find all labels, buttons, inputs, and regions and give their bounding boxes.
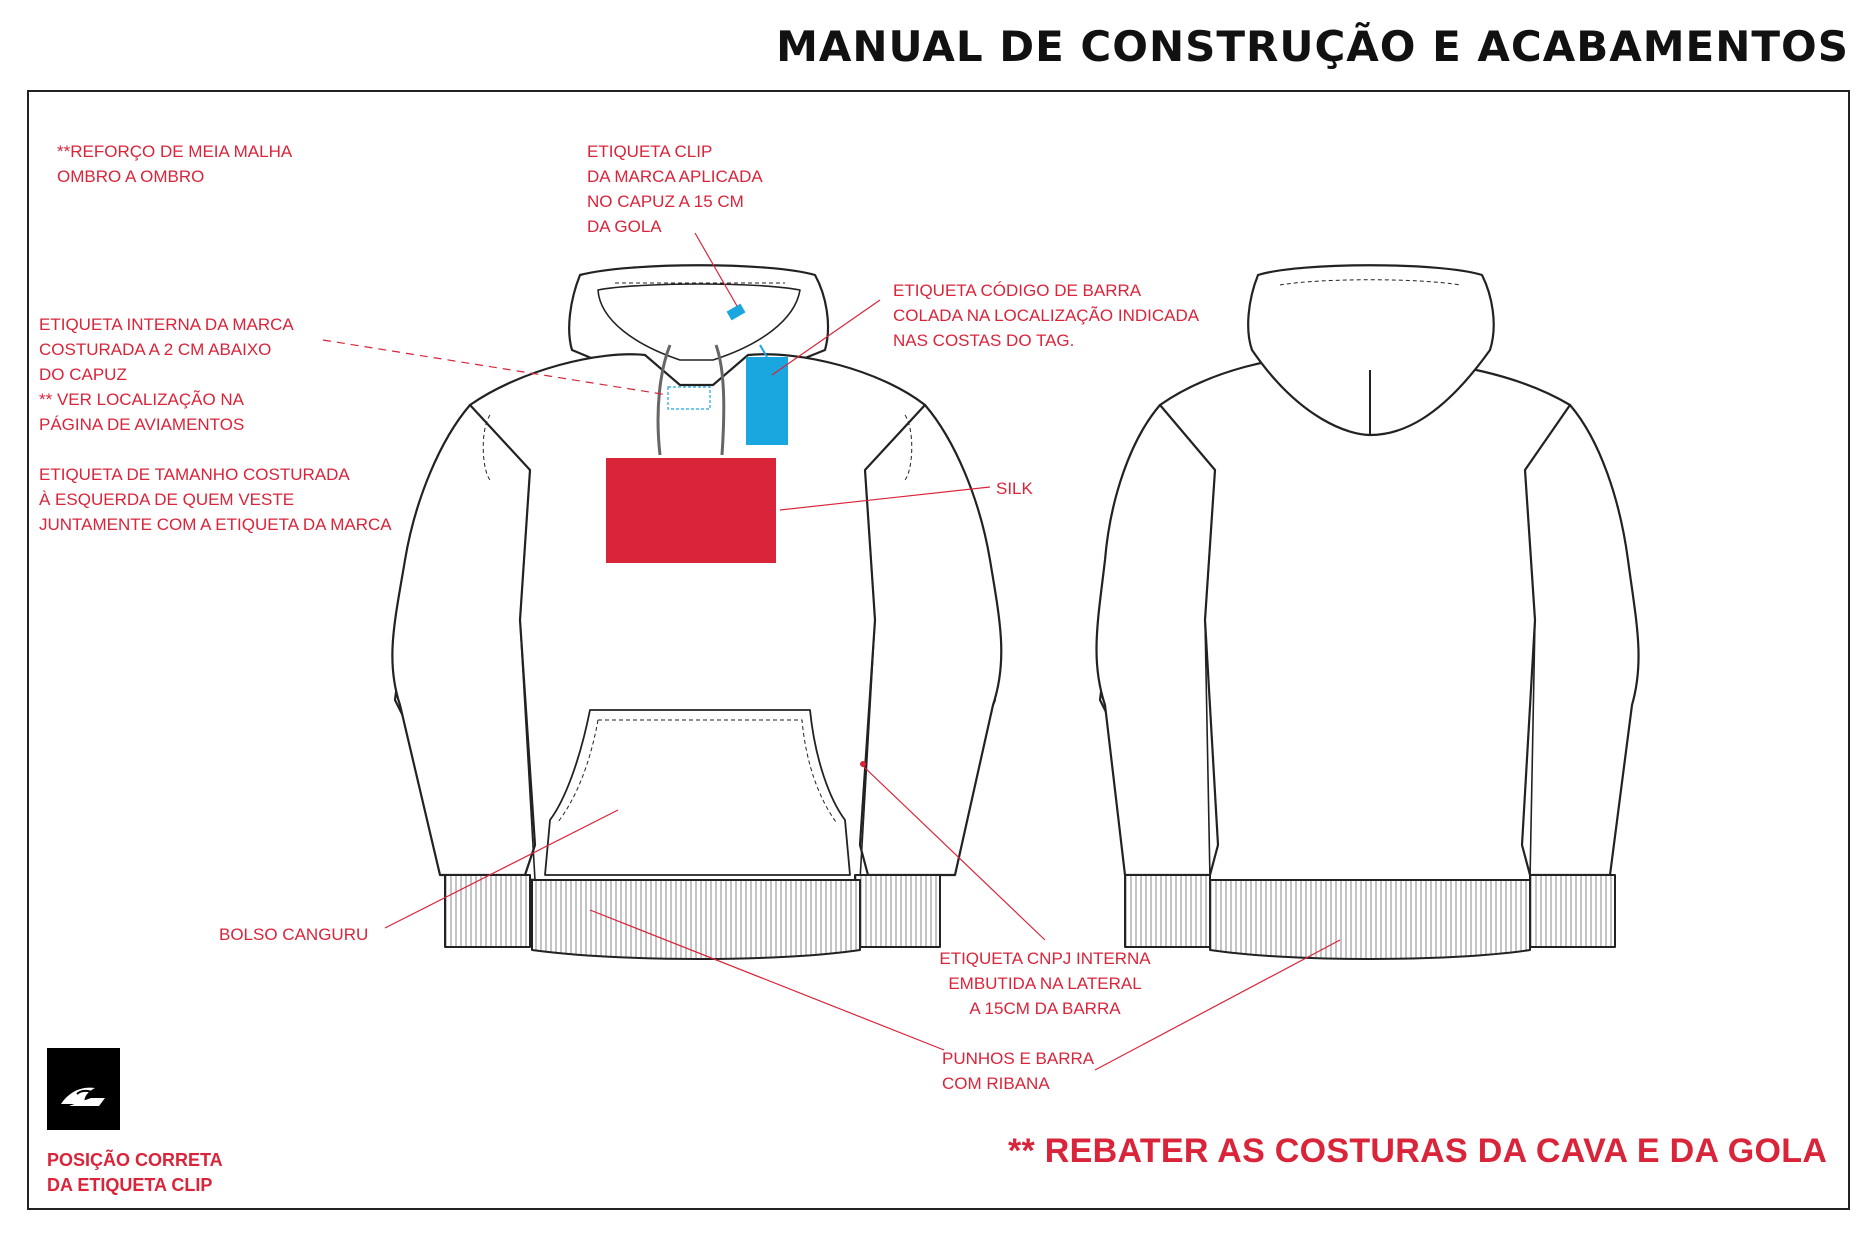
- back-right-cuff: [1530, 875, 1615, 947]
- note-line: ETIQUETA INTERNA DA MARCA: [39, 315, 294, 334]
- note-cnpj: [925, 946, 1165, 1021]
- note-line: ETIQUETA CLIP: [587, 142, 713, 161]
- note-line: COLADA NA LOCALIZAÇÃO INDICADA: [893, 306, 1200, 325]
- note-line: ETIQUETA CNPJ INTERNA: [939, 949, 1151, 968]
- note-line: COSTURADA A 2 CM ABAIXO: [39, 340, 272, 359]
- front-left-sleeve: [392, 405, 535, 875]
- back-right-sleeve: [1522, 405, 1639, 875]
- note-line: DA GOLA: [587, 217, 662, 236]
- back-view: [1096, 265, 1638, 959]
- caption-line: DA ETIQUETA CLIP: [47, 1175, 213, 1195]
- note-line: OMBRO A OMBRO: [57, 167, 205, 186]
- note-line: DA MARCA APLICADA: [587, 167, 763, 186]
- note-line: ETIQUETA CÓDIGO DE BARRA: [893, 281, 1142, 300]
- note-punhos: [942, 1046, 1094, 1096]
- note-line: NAS COSTAS DO TAG.: [893, 331, 1075, 350]
- front-hem-band: [532, 880, 860, 959]
- note-etiqueta-codigo: [893, 278, 1199, 353]
- note-bolso-canguru: BOLSO CANGURU: [219, 925, 369, 944]
- note-line: **REFORÇO DE MEIA MALHA: [57, 142, 293, 161]
- front-view: [392, 265, 1001, 959]
- note-line: A 15CM DA BARRA: [969, 999, 1121, 1018]
- note-etiqueta-clip: [587, 139, 763, 239]
- note-line: ** VER LOCALIZAÇÃO NA: [39, 390, 245, 409]
- back-hem-band: [1210, 880, 1530, 959]
- front-right-cuff: [855, 875, 940, 947]
- back-left-sleeve: [1096, 405, 1218, 875]
- note-line: PUNHOS E BARRA: [942, 1049, 1095, 1068]
- note-line: JUNTAMENTE COM A ETIQUETA DA MARCA: [39, 515, 392, 534]
- kangaroo-pocket: [545, 710, 850, 875]
- note-line: COM RIBANA: [942, 1074, 1050, 1093]
- barcode-hang-tag: [746, 357, 788, 445]
- front-right-sleeve: [860, 405, 1001, 875]
- rebater-note: ** REBATER AS COSTURAS DA CAVA E DA GOLA: [1008, 1132, 1828, 1170]
- note-line: EMBUTIDA NA LATERAL: [948, 974, 1142, 993]
- note-line: NO CAPUZ A 15 CM: [587, 192, 744, 211]
- page-title: MANUAL DE CONSTRUÇÃO E ACABAMENTOS: [776, 22, 1849, 71]
- clip-position-caption: [47, 1148, 223, 1198]
- note-line: À ESQUERDA DE QUEM VESTE: [39, 490, 295, 509]
- caption-line: POSIÇÃO CORRETA: [47, 1150, 223, 1170]
- note-line: DO CAPUZ: [39, 365, 127, 384]
- note-etiqueta-tamanho: [39, 462, 392, 537]
- wave-mountain-logo-icon: [47, 1048, 120, 1130]
- note-line: PÁGINA DE AVIAMENTOS: [39, 415, 245, 434]
- note-line: ETIQUETA DE TAMANHO COSTURADA: [39, 465, 350, 484]
- silk-print-area: [606, 458, 776, 563]
- note-silk: SILK: [996, 479, 1033, 498]
- note-reforco: [57, 139, 292, 189]
- back-left-cuff: [1125, 875, 1210, 947]
- brand-logo: [47, 1048, 120, 1130]
- note-etiqueta-interna: [39, 312, 294, 437]
- front-left-cuff: [445, 875, 530, 947]
